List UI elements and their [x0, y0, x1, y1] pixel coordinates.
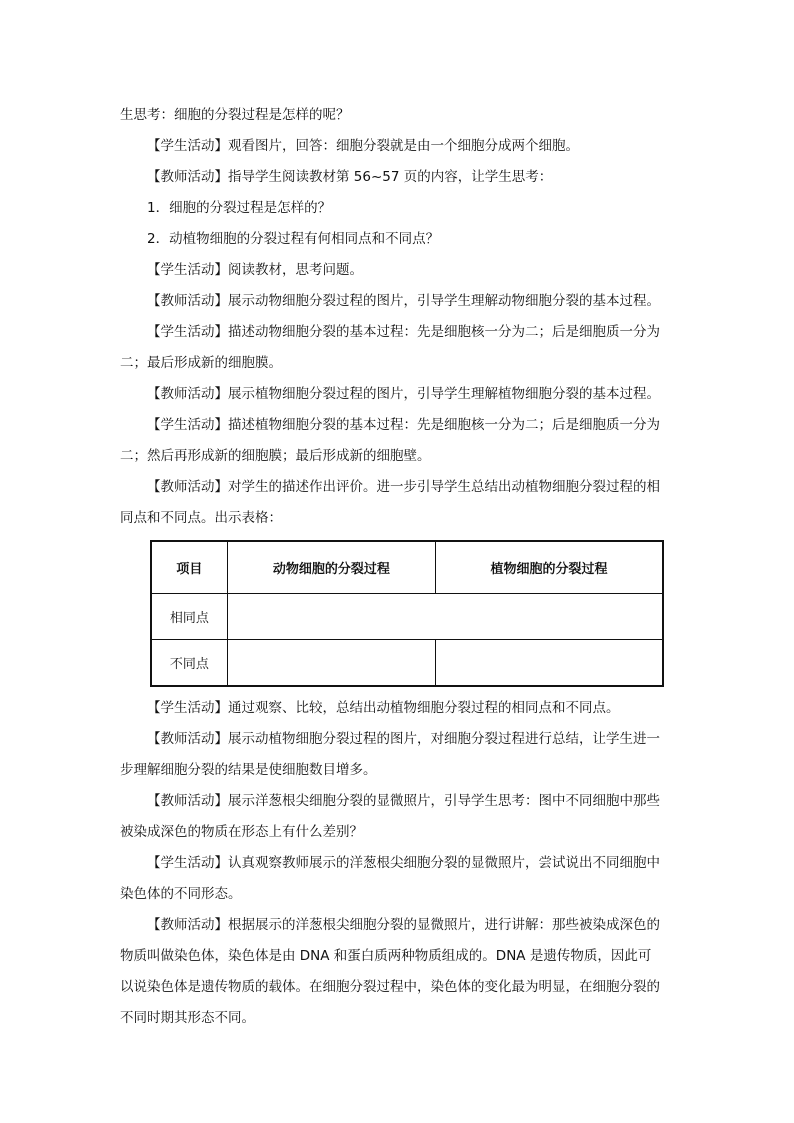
paragraph-block-after-table [120, 693, 675, 1034]
paragraph-line: 【学生活动】描述动物细胞分裂的基本过程：先是细胞核一分为二；后是细胞质一分为 [147, 324, 660, 340]
table-row-label: 不同点 [151, 640, 227, 687]
table-header-row [151, 541, 663, 594]
paragraph-line: 同点和不同点。出示表格： [120, 510, 282, 526]
table-header-item: 项目 [151, 541, 227, 594]
table-row-similarities [151, 594, 663, 640]
paragraph-line: 【教师活动】展示动物细胞分裂过程的图片，引导学生理解动物细胞分裂的基本过程。 [147, 293, 660, 309]
paragraph-line: 【学生活动】阅读教材，思考问题。 [147, 262, 363, 278]
paragraph-line: 【教师活动】展示洋葱根尖细胞分裂的显微照片，引导学生思考：图中不同细胞中那些 [147, 793, 660, 809]
paragraph-line: 生思考：细胞的分裂过程是怎样的呢？ [120, 107, 350, 123]
paragraph-line: 1．细胞的分裂过程是怎样的？ [147, 200, 332, 216]
paragraph-line: 【学生活动】认真观察教师展示的洋葱根尖细胞分裂的显微照片，尝试说出不同细胞中 [147, 855, 660, 871]
table-row-differences [151, 640, 663, 687]
paragraph-line: 【教师活动】根据展示的洋葱根尖细胞分裂的显微照片，进行讲解：那些被染成深色的 [147, 917, 660, 933]
comparison-table [150, 540, 664, 687]
paragraph-line: 【教师活动】对学生的描述作出评价。进一步引导学生总结出动植物细胞分裂过程的相 [147, 479, 660, 495]
table-cell-animal-differences-empty [227, 640, 435, 687]
paragraph-line: 【教师活动】指导学生阅读教材第 56~57 页的内容，让学生思考： [147, 169, 553, 185]
paragraph-line: 【学生活动】通过观察、比较，总结出动植物细胞分裂过程的相同点和不同点。 [147, 700, 620, 716]
paragraph-line: 物质叫做染色体，染色体是由 DNA 和蛋白质两种物质组成的。DNA 是遗传物质，因此可 [120, 948, 652, 964]
paragraph-line: 【教师活动】展示动植物细胞分裂过程的图片，对细胞分裂过程进行总结，让学生进一 [147, 731, 660, 747]
paragraph-line: 二；然后再形成新的细胞膜；最后形成新的细胞壁。 [120, 448, 431, 464]
table-cell-plant-differences-empty [435, 640, 663, 687]
paragraph-line: 【学生活动】观看图片，回答：细胞分裂就是由一个细胞分成两个细胞。 [147, 138, 579, 154]
paragraph-block-before-table [120, 100, 675, 534]
paragraph-line: 2．动植物细胞的分裂过程有何相同点和不同点？ [147, 231, 440, 247]
paragraph-line: 不同时期其形态不同。 [120, 1010, 255, 1026]
paragraph-line: 染色体的不同形态。 [120, 886, 242, 902]
document-page [120, 100, 675, 1034]
paragraph-line: 被染成深色的物质在形态上有什么差别？ [120, 824, 363, 840]
paragraph-line: 【教师活动】展示植物细胞分裂过程的图片，引导学生理解植物细胞分裂的基本过程。 [147, 386, 660, 402]
paragraph-line: 【学生活动】描述植物细胞分裂的基本过程：先是细胞核一分为二；后是细胞质一分为 [147, 417, 660, 433]
table-row-label: 相同点 [151, 594, 227, 640]
paragraph-line: 步理解细胞分裂的结果是使细胞数目增多。 [120, 762, 377, 778]
paragraph-line: 以说染色体是遗传物质的载体。在细胞分裂过程中，染色体的变化最为明显，在细胞分裂的 [120, 979, 660, 995]
table-header-animal: 动物细胞的分裂过程 [227, 541, 435, 594]
table-cell-similarities-empty [227, 594, 663, 640]
table-header-plant: 植物细胞的分裂过程 [435, 541, 663, 594]
paragraph-line: 二；最后形成新的细胞膜。 [120, 355, 282, 371]
comparison-table-wrapper [150, 540, 664, 687]
